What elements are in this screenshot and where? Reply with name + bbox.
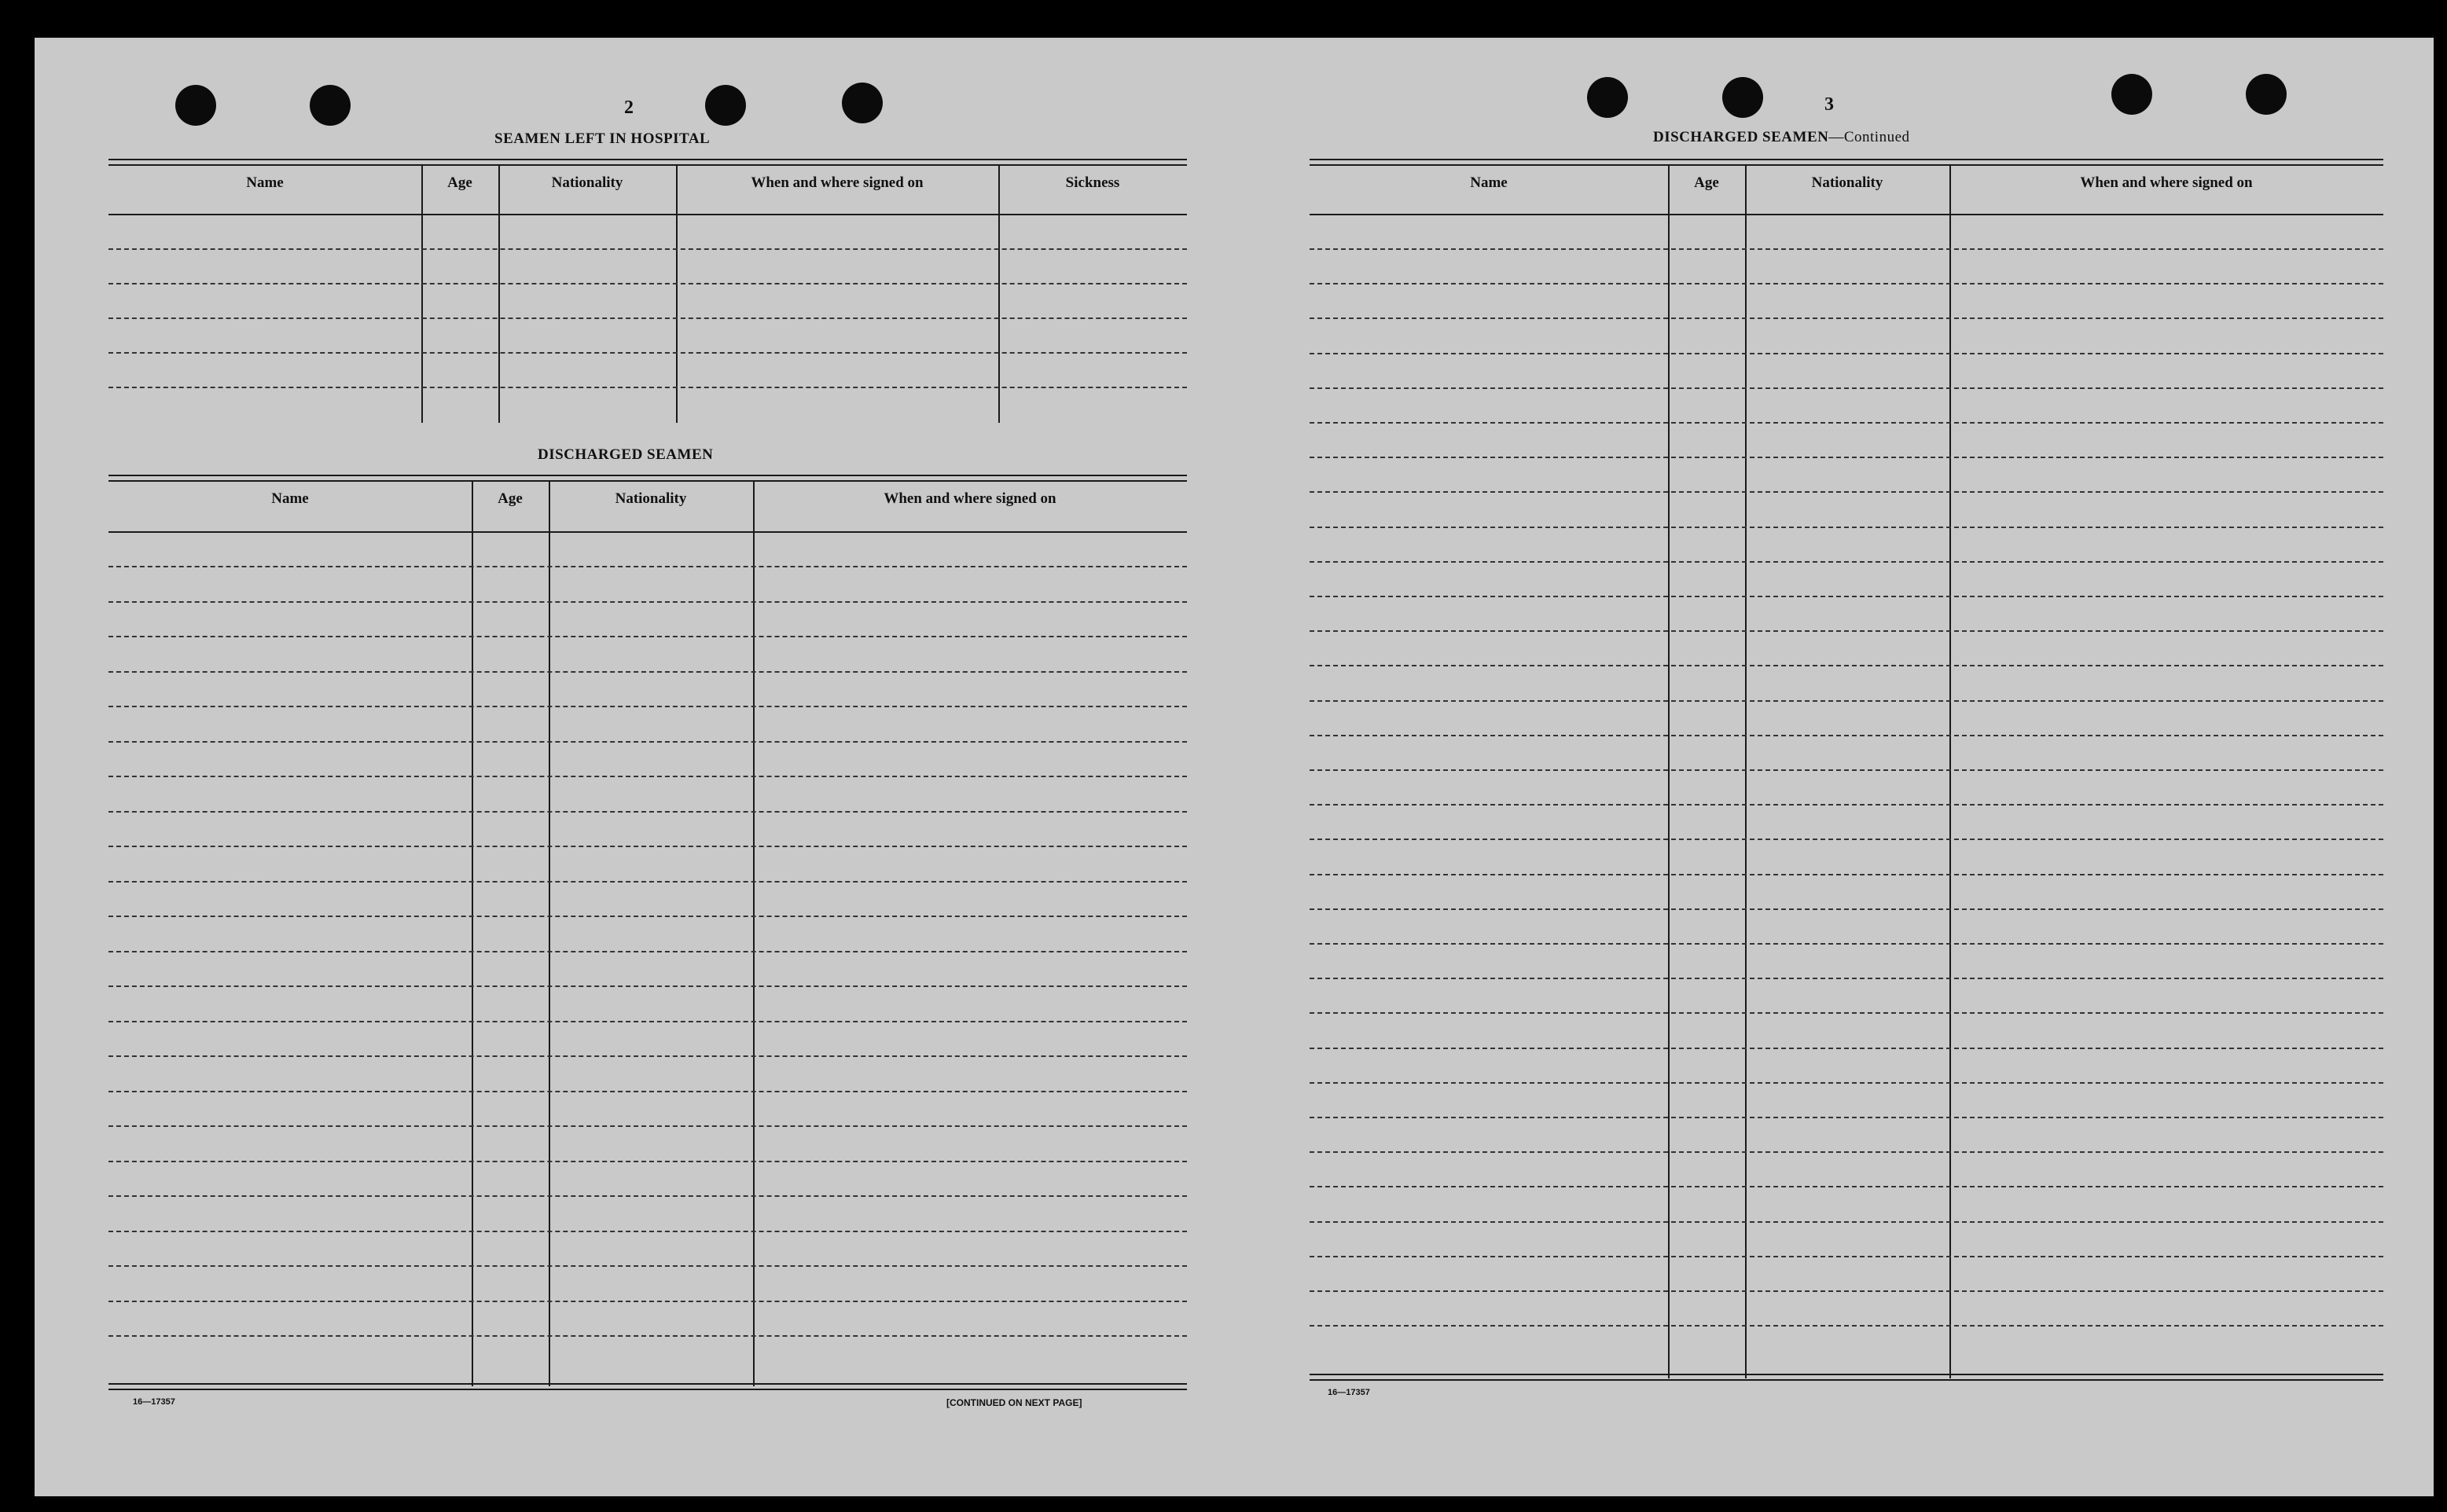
header-rule (1310, 214, 2383, 215)
form-number: 16—17357 (133, 1397, 175, 1407)
ruled-row-line (108, 1125, 1187, 1127)
ruled-row-line (1310, 1012, 2383, 1014)
ruled-row-line (1310, 1082, 2383, 1084)
ruled-row-line (1310, 839, 2383, 840)
ruled-row-line (1310, 561, 2383, 563)
ruled-row-line (108, 1335, 1187, 1337)
ruled-row-line (108, 776, 1187, 777)
column-header: Age (1694, 174, 1719, 191)
ruled-row-line (108, 566, 1187, 567)
column-header: Age (447, 174, 472, 191)
ruled-row-line (1310, 1151, 2383, 1153)
column-header: Sickness (1065, 174, 1120, 191)
ruled-row-line (1310, 353, 2383, 354)
ruled-row-line (1310, 1256, 2383, 1257)
ruled-row-line (1310, 317, 2383, 319)
column-header: Name (271, 490, 309, 507)
column-header: Name (1470, 174, 1508, 191)
punch-hole (175, 85, 216, 126)
column-header: When and where signed on (2080, 174, 2253, 191)
column-divider (1668, 165, 1670, 1378)
ruled-row-line (1310, 630, 2383, 632)
ruled-row-line (1310, 422, 2383, 424)
ruled-row-line (1310, 491, 2383, 493)
ruled-row-line (108, 1231, 1187, 1232)
ruled-row-line (1310, 1221, 2383, 1223)
column-header: Nationality (1811, 174, 1883, 191)
punch-hole (310, 85, 351, 126)
ruled-row-line (108, 846, 1187, 847)
ruled-row-line (108, 1265, 1187, 1267)
ruled-row-line (108, 916, 1187, 917)
ruled-row-line (108, 671, 1187, 673)
ruled-row-line (1310, 387, 2383, 389)
ruled-row-line (1310, 769, 2383, 771)
column-header: Age (498, 490, 523, 507)
ruled-row-line (1310, 978, 2383, 979)
hospital-section-title: SEAMEN LEFT IN HOSPITAL (494, 130, 711, 147)
continued-note: [CONTINUED ON NEXT PAGE] (946, 1397, 1082, 1408)
ruled-row-line (1310, 908, 2383, 910)
ruled-row-line (108, 1161, 1187, 1162)
column-divider (472, 481, 473, 1386)
column-divider (549, 481, 550, 1386)
scanned-form-sheet (35, 38, 2434, 1496)
discharged-section-title: DISCHARGED SEAMEN (538, 446, 714, 463)
title-suffix: —Continued (1828, 129, 1910, 145)
ruled-row-line (1310, 1325, 2383, 1327)
form-number: 16—17357 (1328, 1388, 1370, 1397)
punch-hole (2246, 74, 2287, 115)
discharged-continued-title (1653, 129, 1910, 146)
punch-hole (705, 85, 746, 126)
ruled-row-line (1310, 700, 2383, 702)
ruled-row-line (108, 741, 1187, 743)
ruled-row-line (1310, 804, 2383, 806)
header-rule (108, 214, 1187, 215)
column-header: Nationality (551, 174, 623, 191)
page-number: 2 (624, 97, 634, 118)
title-main: DISCHARGED SEAMEN (1653, 129, 1829, 145)
ruled-row-line (1310, 527, 2383, 528)
ruled-row-line (1310, 665, 2383, 666)
punch-hole (2111, 74, 2152, 115)
ruled-row-line (1310, 1048, 2383, 1049)
column-divider (998, 165, 1000, 423)
ruled-row-line (108, 283, 1187, 284)
ruled-row-line (108, 317, 1187, 319)
column-divider (498, 165, 500, 423)
column-divider (421, 165, 423, 423)
ruled-row-line (108, 387, 1187, 388)
ruled-row-line (1310, 874, 2383, 875)
ruled-row-line (108, 1055, 1187, 1057)
ruled-row-line (108, 811, 1187, 813)
ruled-row-line (108, 881, 1187, 883)
page-number: 3 (1824, 94, 1834, 115)
column-header: When and where signed on (751, 174, 924, 191)
punch-hole (1587, 77, 1628, 118)
ruled-row-line (108, 636, 1187, 637)
ruled-row-line (108, 248, 1187, 250)
discharged-top-rule (108, 475, 1187, 482)
ruled-row-line (1310, 1117, 2383, 1118)
header-rule (108, 531, 1187, 533)
column-header: Nationality (615, 490, 687, 507)
ruled-row-line (1310, 457, 2383, 458)
ruled-row-line (108, 706, 1187, 707)
ruled-row-line (108, 951, 1187, 952)
ruled-row-line (1310, 943, 2383, 945)
ruled-row-line (108, 985, 1187, 987)
right-bottom-rule (1310, 1374, 2383, 1381)
ruled-row-line (1310, 283, 2383, 284)
ruled-row-line (108, 1195, 1187, 1197)
punch-hole (1722, 77, 1763, 118)
ruled-row-line (108, 1091, 1187, 1092)
column-divider (1745, 165, 1747, 1378)
hospital-top-rule (108, 159, 1187, 166)
ruled-row-line (1310, 1186, 2383, 1187)
column-divider (1949, 165, 1951, 1378)
ruled-row-line (108, 601, 1187, 603)
left-bottom-rule (108, 1383, 1187, 1390)
right-top-rule (1310, 159, 2383, 166)
ruled-row-line (1310, 1290, 2383, 1292)
punch-hole (842, 83, 883, 123)
column-divider (676, 165, 678, 423)
column-divider (753, 481, 755, 1386)
ruled-row-line (1310, 248, 2383, 250)
ruled-row-line (108, 1301, 1187, 1302)
ruled-row-line (1310, 596, 2383, 597)
ruled-row-line (108, 352, 1187, 354)
ruled-row-line (1310, 735, 2383, 736)
ruled-row-line (108, 1021, 1187, 1022)
column-header: Name (246, 174, 284, 191)
column-header: When and where signed on (884, 490, 1056, 507)
